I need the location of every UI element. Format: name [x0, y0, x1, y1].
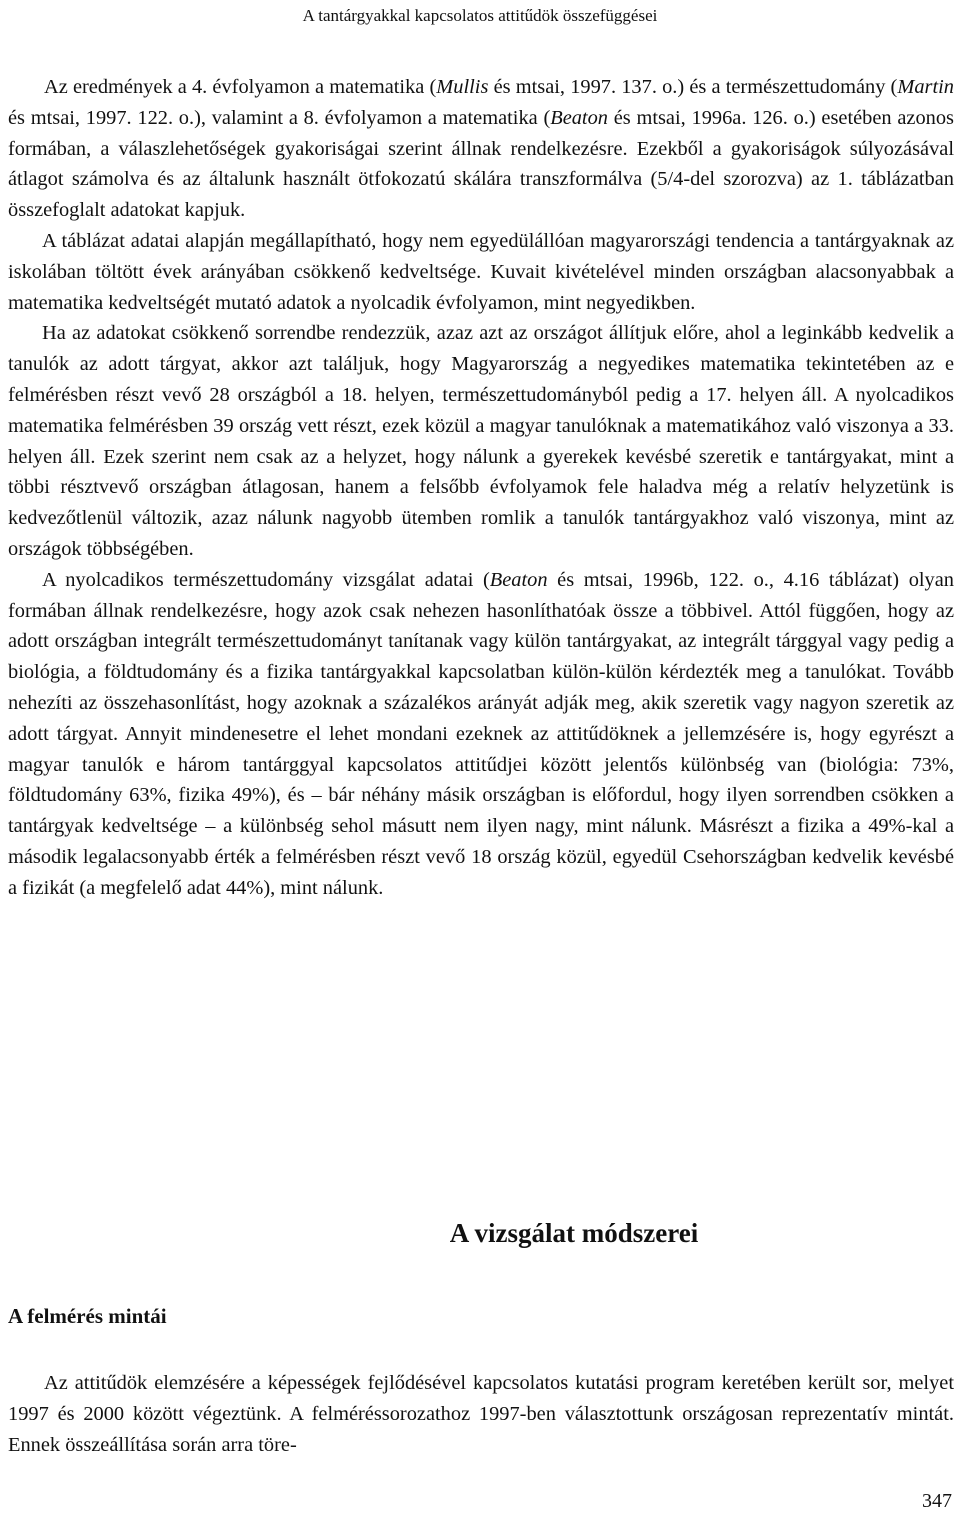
page-number: 347 — [922, 1490, 952, 1512]
body-text — [8, 72, 954, 904]
text-run: és mtsai, 1996a. 126. o.) esetében azonos formában, a válaszlehetőségek gyakoriságai szerint állnak rendelkezésre. Ezekből a gyakoriságok súlyozásával átlagot számolva és az általunk használt ötfokozatú skálára transzformálva (5/4-del szorozva) az 1. táblázatban összefoglalt adatokat kapjuk. — [8, 106, 954, 222]
running-header: A tantárgyakkal kapcsolatos attitűdök összefüggései — [302, 6, 658, 25]
paragraph — [8, 318, 954, 564]
author-name: Beaton — [489, 568, 548, 591]
text-run: és mtsai, 1997. 122. o.), valamint a 8. évfolyamon a matematika ( — [8, 106, 551, 129]
section-title: A vizsgálat módszerei — [449, 1218, 699, 1248]
text-run: és mtsai, 1997. 137. o.) és a természettudomány ( — [488, 76, 898, 98]
text-run: és mtsai, 1996b, 122. o., 4.16 táblázat) olyan formában állnak rendelkezésre, hogy azok csak nehezen hasonlíthatóak össze a többivel. Attól függően, hogy az adott országban integrált természettudományt tanítanak vagy külön tantárgyakat, az integrált tárggyal vagy pedig a biológia, a földtudomány és a fizika tantárgyakkal kapcsolatban külön-külön kérdezték meg a tanulókat. Tovább nehezíti az összehasonlítást, hogy azoknak a százalékos arányát adják meg, akik szeretik vagy nagyon szeretik az adott tárgyat. Annyit mindenesetre el lehet mondani ezeknek az attitűdöknek a jellemzésére is, hogy egyrészt a magyar tanulók e három tantárggyal kapcsolatos attitűdjei között jelentős különbség van (biológia: 73%, földtudomány 63%, fizika 49%), és – bár néhány másik országban is előfordul, hogy ilyen sorrendben csökken a tantárgyak kedveltsége – a különbség sehol másutt nem ilyen nagy, mint nálunk. Másrészt a fizika a 49%-kal a második legalacsonyabb érték a felmérésben részt vevő 18 ország közül, egyedül Csehországban kedvelik kevésbé a fizikát (a megfelelő adat 44%), mint nálunk. — [8, 568, 954, 899]
paragraph — [8, 226, 954, 318]
text-run: Az eredmények a 4. évfolyamon a matematika ( — [44, 76, 437, 98]
author-name: Beaton — [550, 106, 608, 129]
author-name: Mullis — [436, 76, 489, 98]
author-name: Martin — [897, 76, 955, 98]
text-run: A táblázat adatai alapján megállapítható, hogy nem egyedülállóan magyarországi tendencia a tantárgyaknak az iskolában töltött évek arányában csökkenő kedveltsége. Kuvait kivételével minden országban alacsonyabbak a matematika kedveltségét mutató adatok a nyolcadik évfolyamon, mint negyedikben. — [8, 229, 954, 314]
subsection-title: A felmérés mintái — [8, 1304, 167, 1328]
text-run: Ha az adatokat csökkenő sorrendbe rendezzük, azaz azt az országot állítjuk előre, ahol a leginkább kedvelik a tanulók az adott tárgyat, akkor azt találjuk, hogy Magyarország a negyedikes matematika tekintetében az e felmérésben részt vevő 28 országból a 18. helyen, természettudományból pedig a 17. helyen áll. A nyolcadikos matematika felmérésben 39 ország vett részt, ezek közül a magyar tanulóknak a matematikához való viszonya a 33. helyen áll. Ezek szerint nem csak az a helyzet, hogy nálunk a gyerekek kevésbé szeretik e tantárgyakat, mint a többi résztvevő országban átlagosan, hanem a felsőbb évfolyamok fele haladva még a relatív helyzetünk is kedvezőtlenül változik, azaz nálunk nagyobb ütemben romlik a tanulók tantárgyakhoz való viszonya, mint az országok többségében. — [8, 322, 954, 560]
text-run: A nyolcadikos természettudomány vizsgálat adatai ( — [42, 568, 490, 591]
section-paragraph: Az attitűdök elemzésére a képességek fejlődésével kapcsolatos kutatási program keretében került sor, melyet 1997 és 2000 között végeztünk. A felméréssorozathoz 1997-ben választottunk országosan reprezentatív mintát. Ennek összeállítása során arra töre- — [8, 1372, 954, 1456]
section-body-text — [8, 1368, 954, 1460]
paragraph — [8, 72, 954, 226]
paragraph — [8, 565, 954, 904]
